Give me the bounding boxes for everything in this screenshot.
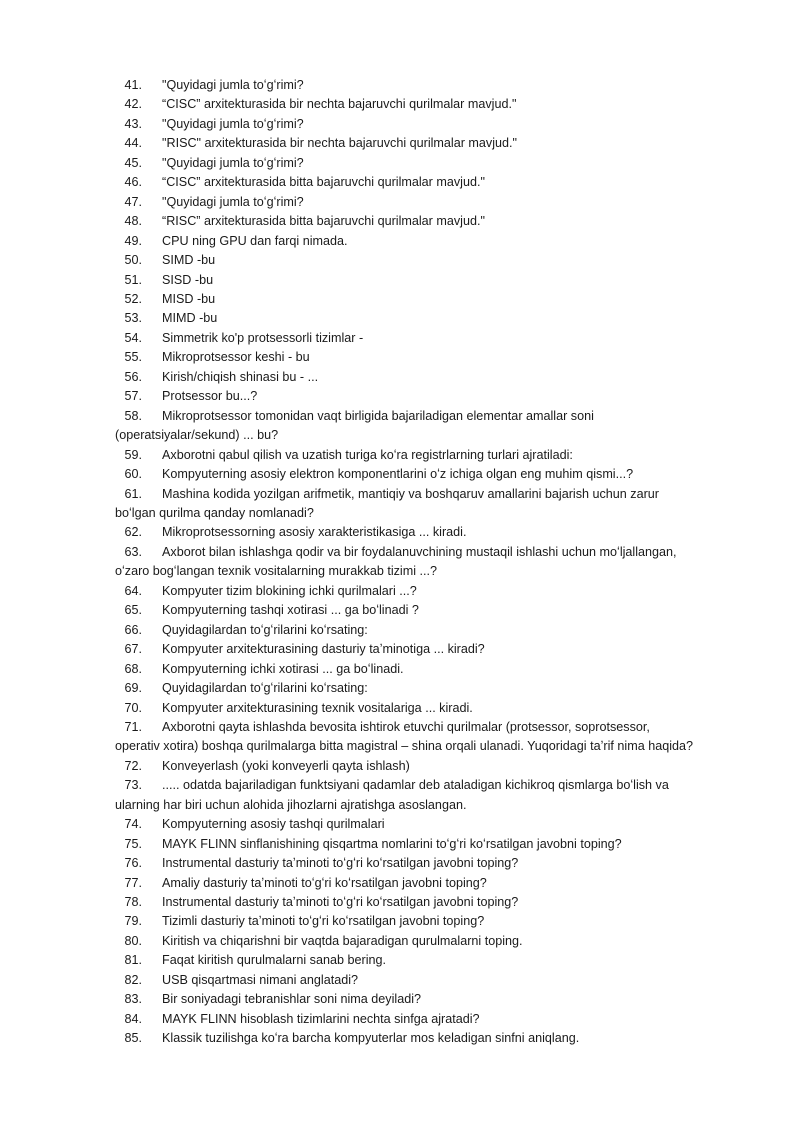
question-number: 70. xyxy=(124,700,142,715)
question-text-line: Kompyuterning tashqi xotirasi ... ga boʻlinadi ? xyxy=(162,603,419,618)
question-text-line: Amaliy dasturiy taʼminoti toʻgʻri koʻrsatilgan javobni toping? xyxy=(162,875,487,890)
list-item xyxy=(0,640,800,659)
question-text-line: MIMD -bu xyxy=(162,311,218,326)
question-number: 80. xyxy=(124,933,142,948)
question-number: 45. xyxy=(124,155,142,170)
question-number: 64. xyxy=(124,583,142,598)
question-number: 69. xyxy=(124,681,142,696)
list-item xyxy=(0,95,800,114)
question-text-line: Kompyuter arxitekturasining texnik vositalariga ... kiradi. xyxy=(162,700,473,715)
question-text-line: "RISC" arxitekturasida bir nechta bajaruvchi qurilmalar mavjud." xyxy=(162,136,517,151)
question-number: 53. xyxy=(124,311,142,326)
question-number: 73. xyxy=(124,778,142,793)
question-text-line: Instrumental dasturiy taʼminoti toʻgʻri koʻrsatilgan javobni toping? xyxy=(162,856,519,871)
question-text-line: Tizimli dasturiy taʼminoti toʻgʻri koʻrsatilgan javobni toping? xyxy=(162,914,485,929)
list-item xyxy=(0,835,800,854)
list-item xyxy=(0,621,800,640)
question-number: 68. xyxy=(124,661,142,676)
question-text-line: Mikroprotsessorning asosiy xarakteristikasiga ... kiradi. xyxy=(162,525,467,540)
question-text-line: Kirish/chiqish shinasi bu - ... xyxy=(162,369,319,384)
question-number: 46. xyxy=(124,175,142,190)
question-text-line: Axborotni qayta ishlashda bevosita ishtirok etuvchi qurilmalar (protsessor, soprotsessor, xyxy=(162,719,650,734)
question-text-line: Quyidagilardan toʻgʻrilarini koʻrsating: xyxy=(162,622,368,637)
question-number: 47. xyxy=(124,194,142,209)
question-number: 66. xyxy=(124,622,142,637)
question-number: 62. xyxy=(124,525,142,540)
question-number: 81. xyxy=(124,953,142,968)
list-item xyxy=(0,407,800,446)
question-text-line: Kiritish va chiqarishni bir vaqtda bajaradigan qurulmalarni toping. xyxy=(162,933,523,948)
list-item xyxy=(0,193,800,212)
question-text-line: SIMD -bu xyxy=(162,253,216,268)
question-number: 83. xyxy=(124,992,142,1007)
question-text-line: “CISC” arxitekturasida bitta bajaruvchi qurilmalar mavjud." xyxy=(162,175,485,190)
question-number: 56. xyxy=(124,369,142,384)
question-number: 58. xyxy=(124,408,142,423)
list-item xyxy=(0,971,800,990)
question-text-line: "Quyidagi jumla toʻgʻrimi? xyxy=(162,116,304,131)
question-number: 85. xyxy=(124,1031,142,1046)
question-number: 54. xyxy=(124,330,142,345)
question-number: 65. xyxy=(124,603,142,618)
list-item xyxy=(0,1010,800,1029)
list-item xyxy=(0,232,800,251)
question-text-line: MAYK FLINN hisoblash tizimlarini nechta sinfga ajratadi? xyxy=(162,1011,480,1026)
list-item xyxy=(0,523,800,542)
list-item xyxy=(0,485,800,524)
question-number: 75. xyxy=(124,836,142,851)
question-text-line: Kompyuterning asosiy tashqi qurilmalari xyxy=(162,817,385,832)
question-number: 67. xyxy=(124,642,142,657)
list-item xyxy=(0,348,800,367)
question-number: 41. xyxy=(124,78,142,92)
question-list xyxy=(0,76,800,1049)
question-text-line: ..... odatda bajariladigan funktsiyani qadamlar deb ataladigan kichikroq qismlarga boʻlish va xyxy=(162,778,669,793)
list-item xyxy=(0,446,800,465)
question-number: 82. xyxy=(124,972,142,987)
question-text-line: Kompyuter tizim blokining ichki qurilmalari ...? xyxy=(162,583,417,598)
question-text-line: Faqat kiritish qurulmalarni sanab bering. xyxy=(162,953,387,968)
question-text-line: USB qisqartmasi nimani anglatadi? xyxy=(162,972,359,987)
question-number: 77. xyxy=(124,875,142,890)
question-number: 74. xyxy=(124,817,142,832)
question-text-line: Instrumental dasturiy taʼminoti toʻgʻri koʻrsatilgan javobni toping? xyxy=(162,895,519,910)
question-text-line: Bir soniyadagi tebranishlar soni nima deyiladi? xyxy=(162,992,422,1007)
question-number: 61. xyxy=(124,486,142,501)
question-text-line: Mikroprotsessor tomonidan vaqt birligida bajariladigan elementar amallar soni xyxy=(162,408,594,423)
list-item xyxy=(0,387,800,406)
list-item xyxy=(0,757,800,776)
question-number: 76. xyxy=(124,856,142,871)
list-item xyxy=(0,874,800,893)
list-item xyxy=(0,854,800,873)
question-text-continuation: (operatsiyalar/sekund) ... bu? xyxy=(115,428,279,443)
question-number: 49. xyxy=(124,233,142,248)
list-item xyxy=(0,251,800,270)
question-text-line: Protsessor bu...? xyxy=(162,389,258,404)
question-text-line: “RISC” arxitekturasida bitta bajaruvchi qurilmalar mavjud." xyxy=(162,214,485,229)
question-number: 84. xyxy=(124,1011,142,1026)
list-item xyxy=(0,154,800,173)
question-text-line: Axborot bilan ishlashga qodir va bir foydalanuvchining mustaqil ishlashi uchun moʻljallangan, xyxy=(162,544,677,559)
list-item xyxy=(0,601,800,620)
question-text-continuation: oʻzaro bogʻlangan texnik vositalarning murakkab tizimi ...? xyxy=(115,564,438,579)
list-item xyxy=(0,543,800,582)
question-text-line: Kompyuterning asosiy elektron komponentlarini oʻz ichiga olgan eng muhim qismi...? xyxy=(162,467,634,482)
list-item xyxy=(0,582,800,601)
question-text-line: Quyidagilardan toʻgʻrilarini koʻrsating: xyxy=(162,681,368,696)
question-text-continuation: boʻlgan qurilma qanday nomlanadi? xyxy=(115,505,314,520)
list-item xyxy=(0,309,800,328)
list-item xyxy=(0,718,800,757)
question-text-line: Mashina kodida yozilgan arifmetik, mantiqiy va boshqaruv amallarini bajarish uchun zarur xyxy=(162,486,659,501)
list-item xyxy=(0,134,800,153)
question-text-line: Kompyuter arxitekturasining dasturiy taʼminotiga ... kiradi? xyxy=(162,642,485,657)
question-number: 57. xyxy=(124,389,142,404)
question-text-line: Kompyuterning ichki xotirasi ... ga boʻlinadi. xyxy=(162,661,404,676)
question-number: 60. xyxy=(124,467,142,482)
list-item xyxy=(0,776,800,815)
question-text-line: CPU ning GPU dan farqi nimada. xyxy=(162,233,348,248)
question-text-line: Simmetrik ko'p protsessorli tizimlar - xyxy=(162,330,364,345)
list-item xyxy=(0,465,800,484)
question-text-line: "Quyidagi jumla toʻgʻrimi? xyxy=(162,155,304,170)
list-item xyxy=(0,912,800,931)
list-item xyxy=(0,990,800,1009)
list-item xyxy=(0,815,800,834)
question-number: 42. xyxy=(124,97,142,112)
question-text-line: MAYK FLINN sinflanishining qisqartma nomlarini toʻgʻri koʻrsatilgan javobni toping? xyxy=(162,836,622,851)
question-number: 51. xyxy=(124,272,142,287)
question-number: 59. xyxy=(124,447,142,462)
question-number: 71. xyxy=(124,719,142,734)
list-item xyxy=(0,173,800,192)
question-text-line: “CISC” arxitekturasida bir nechta bajaruvchi qurilmalar mavjud." xyxy=(162,97,517,112)
question-number: 43. xyxy=(124,116,142,131)
question-number: 52. xyxy=(124,291,142,306)
list-item xyxy=(0,893,800,912)
question-number: 78. xyxy=(124,895,142,910)
question-text-line: Axborotni qabul qilish va uzatish turiga koʻra registrlarning turlari ajratiladi: xyxy=(162,447,573,462)
list-item xyxy=(0,329,800,348)
question-text-line: SISD -bu xyxy=(162,272,214,287)
question-number: 48. xyxy=(124,214,142,229)
question-text-line: MISD -bu xyxy=(162,291,216,306)
question-number: 79. xyxy=(124,914,142,929)
question-text-line: Mikroprotsessor keshi - bu xyxy=(162,350,310,365)
list-item xyxy=(0,679,800,698)
list-item xyxy=(0,951,800,970)
list-item xyxy=(0,271,800,290)
question-number: 63. xyxy=(124,544,142,559)
list-item xyxy=(0,932,800,951)
list-item xyxy=(0,212,800,231)
question-text-line: "Quyidagi jumla toʻgʻrimi? xyxy=(162,194,304,209)
list-item xyxy=(0,115,800,134)
list-item xyxy=(0,290,800,309)
question-text-continuation: ularning har biri uchun alohida jihozlarni ajratishga asoslangan. xyxy=(115,797,467,812)
list-item xyxy=(0,699,800,718)
question-text-line: Klassik tuzilishga koʻra barcha kompyuterlar mos keladigan sinfni aniqlang. xyxy=(162,1031,580,1046)
question-number: 72. xyxy=(124,758,142,773)
question-number: 50. xyxy=(124,253,142,268)
list-item xyxy=(0,1029,800,1048)
list-item xyxy=(0,660,800,679)
question-text-line: Konveyerlash (yoki konveyerli qayta ishlash) xyxy=(162,758,410,773)
question-number: 55. xyxy=(124,350,142,365)
list-item xyxy=(0,76,800,95)
list-item xyxy=(0,368,800,387)
question-number: 44. xyxy=(124,136,142,151)
question-text-continuation: operativ xotira) boshqa qurilmalarga bitta magistral – shina orqali ulanadi. Yuqoridagi taʼrif nima haqida? xyxy=(115,739,694,754)
question-text-line: "Quyidagi jumla toʻgʻrimi? xyxy=(162,78,304,92)
